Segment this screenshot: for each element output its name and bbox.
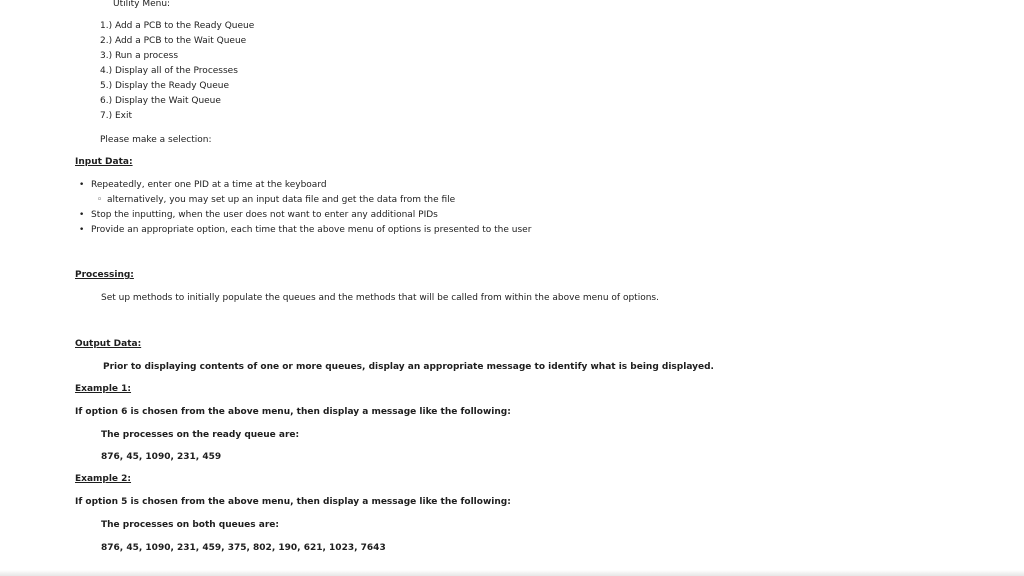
menu-item-3: 3.) Run a process <box>100 51 179 61</box>
menu-item-7: 7.) Exit <box>100 111 133 121</box>
sub-bullet-icon: ◦ <box>97 195 103 205</box>
input-bullet-3: • Provide an appropriate option, each time that the above menu of options is presented to the user <box>79 225 532 235</box>
output-intro: Prior to displaying contents of one or more queues, display an appropriate message to identify what is being displayed. <box>103 362 714 372</box>
bullet-icon: • <box>79 180 85 190</box>
example-1-message: The processes on the ready queue are: <box>101 430 300 440</box>
input-bullet-2: • Stop the inputting, when the user does not want to enter any additional PIDs <box>79 210 438 220</box>
menu-item-5: 5.) Display the Ready Queue <box>100 81 229 91</box>
output-data-heading: Output Data: <box>75 339 142 349</box>
menu-item-6: 6.) Display the Wait Queue <box>100 96 221 106</box>
bullet-icon: • <box>79 225 85 235</box>
input-data-heading: Input Data: <box>75 157 133 167</box>
menu-item-4: 4.) Display all of the Processes <box>100 66 238 76</box>
example-2-description: If option 5 is chosen from the above menu, then display a message like the following: <box>75 497 511 507</box>
example-1-values: 876, 45, 1090, 231, 459 <box>101 452 222 462</box>
input-bullet-1: • Repeatedly, enter one PID at a time at the keyboard <box>79 180 327 190</box>
example-1-description: If option 6 is chosen from the above menu, then display a message like the following: <box>75 407 511 417</box>
example-2-message: The processes on both queues are: <box>101 520 279 530</box>
utility-menu-title: Utility Menu: <box>113 0 171 9</box>
processing-heading: Processing: <box>75 270 134 280</box>
selection-prompt: Please make a selection: <box>100 135 212 145</box>
processing-text: Set up methods to initially populate the queues and the methods that will be called from within the above menu of options. <box>101 293 659 303</box>
bullet-icon: • <box>79 210 85 220</box>
input-sub-bullet: ◦ alternatively, you may set up an input data file and get the data from the file <box>97 195 456 205</box>
menu-item-2: 2.) Add a PCB to the Wait Queue <box>100 36 247 46</box>
example-1-heading: Example 1: <box>75 384 132 394</box>
menu-item-1: 1.) Add a PCB to the Ready Queue <box>100 21 255 31</box>
example-2-values: 876, 45, 1090, 231, 459, 375, 802, 190, 621, 1023, 7643 <box>101 543 386 553</box>
example-2-heading: Example 2: <box>75 474 132 484</box>
page-bottom-edge <box>0 570 1024 576</box>
